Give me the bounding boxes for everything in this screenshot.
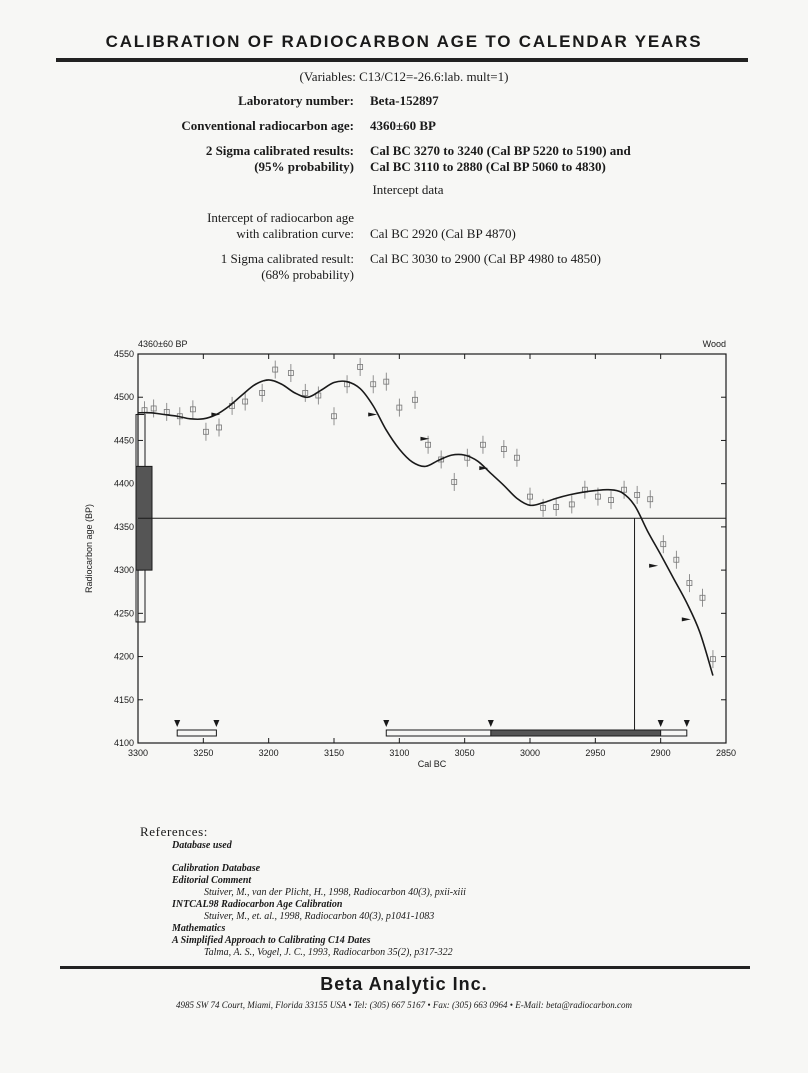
x-tick-label: 3200 [258,748,279,758]
y-tick-label: 4350 [113,521,134,532]
reference-line: Editorial Comment [172,875,252,886]
y-tick-label: 4250 [113,608,134,619]
x-tick-label: 3150 [323,748,345,758]
header-rule [56,58,748,62]
curve-marker [682,617,691,621]
lab-number-label: Laboratory number: [238,93,354,108]
conv-age-value: 4360±60 BP [370,118,436,133]
curve-marker [649,564,658,568]
y-tick-label: 4200 [113,651,134,662]
calibration-chart [0,330,808,780]
lab-number-value: Beta-152897 [370,93,439,108]
intercept-heading: Intercept data [372,182,444,197]
reference-line: Mathematics [172,923,226,934]
intercept-value: Cal BC 2920 (Cal BP 4870) [370,226,516,241]
chart-title-left: 4360±60 BP [138,339,188,349]
calibration-curve [138,380,713,676]
page-title: CALIBRATION OF RADIOCARBON AGE TO CALENDAR YEARS [105,32,703,51]
reference-line: Calibration Database [172,863,261,874]
company-address: 4985 SW 74 Court, Miami, Florida 33155 USA • Tel: (305) 667 5167 • Fax: (305) 663 0964 • E-Mail: beta@radiocarbon.com [176,1000,632,1010]
sigma2-value-2: Cal BC 3110 to 2880 (Cal BP 5060 to 4830) [370,159,606,174]
range-marker [684,720,690,727]
y-tick-label: 4450 [113,435,134,446]
reference-line: A Simplified Approach to Calibrating C14 Dates [172,935,371,946]
y-axis-label: Radiocarbon age (BP) [84,503,94,594]
x-tick-label: 2900 [650,748,671,758]
one-sigma-range-bar [491,730,661,736]
references-section [140,824,740,959]
sigma2-label-2: (95% probability) [254,159,354,174]
x-tick-label: 3300 [127,748,149,758]
range-marker [174,720,180,727]
footer-rule [60,966,750,969]
range-marker [488,720,494,727]
intercept-label-2: with calibration curve: [236,226,354,241]
x-tick-label: 2950 [585,748,606,758]
variables-line: (Variables: C13/C12=-26.6:lab. mult=1) [299,69,509,84]
range-marker [213,720,219,727]
x-tick-label: 3250 [193,748,214,758]
reference-line: Stuiver, M., van der Plicht, H., 1998, Radiocarbon 40(3), pxii-xiii [204,887,466,898]
reference-line: Stuiver, M., et. al., 1998, Radiocarbon 40(3), p1041-1083 [204,911,435,922]
range-marker [658,720,664,727]
plot-frame [138,354,726,743]
y-tick-label: 4100 [113,738,134,748]
y-tick-label: 4300 [113,565,134,576]
range-marker [383,720,389,727]
y-tick-label: 4150 [113,694,134,705]
sigma2-label-1: 2 Sigma calibrated results: [205,143,354,158]
intercept-label-1: Intercept of radiocarbon age [207,210,354,225]
sigma1-value: Cal BC 3030 to 2900 (Cal BP 4980 to 4850) [370,251,601,266]
y-tick-label: 4400 [113,478,134,489]
curve-marker [368,413,377,417]
x-tick-label: 2850 [715,748,737,758]
x-axis-label: Cal BC [417,759,447,769]
x-tick-label: 3000 [519,748,541,758]
y-tick-label: 4500 [113,392,134,403]
reference-line: Talma, A. S., Vogel, J. C., 1993, Radiocarbon 35(2), p317-322 [204,947,453,958]
x-tick-label: 3100 [389,748,410,758]
sigma1-label-2: (68% probability) [261,267,354,282]
conv-age-label: Conventional radiocarbon age: [181,118,354,133]
y-tick-label: 4550 [113,349,134,359]
references-heading: References: [140,824,208,839]
company-name: Beta Analytic Inc. [320,974,488,994]
two-sigma-range-bar [177,730,216,736]
reference-line: Database used [172,840,232,851]
references-list [140,840,740,959]
sigma2-value-1: Cal BC 3270 to 3240 (Cal BP 5220 to 5190) and [370,143,631,158]
chart-title-right: Wood [702,339,726,349]
reference-line: INTCAL98 Radiocarbon Age Calibration [172,899,343,910]
x-tick-label: 3050 [454,748,475,758]
sigma1-label-1: 1 Sigma calibrated result: [220,251,354,266]
